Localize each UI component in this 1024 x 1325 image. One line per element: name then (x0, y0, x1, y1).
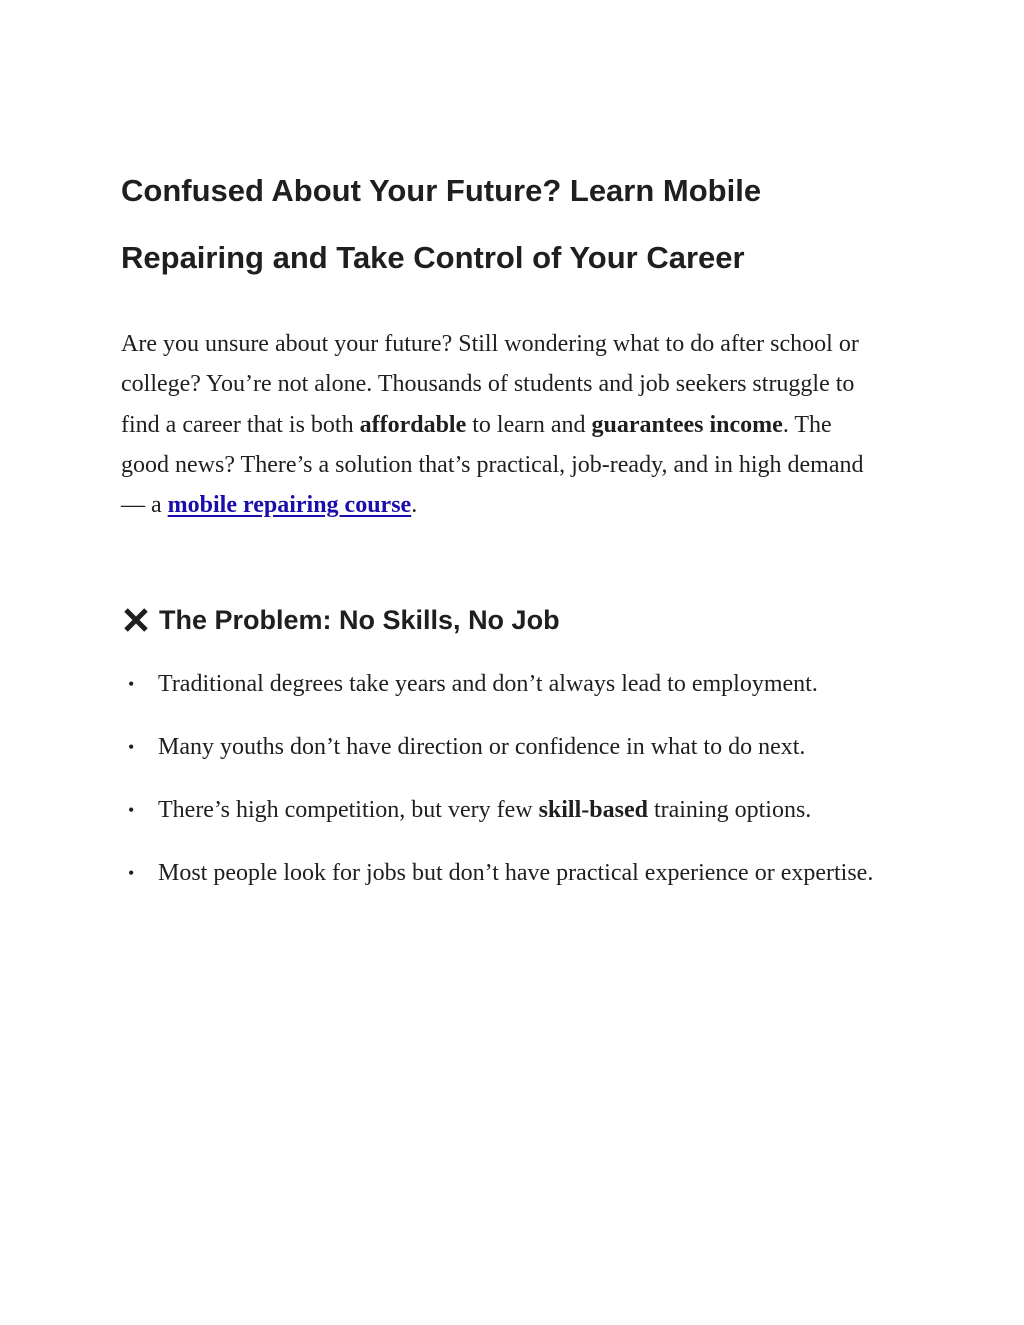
list-item-text-pre: There’s high competition, but very few (158, 796, 539, 823)
list-item-text: Many youths don’t have direction or confidence in what to do next. (158, 733, 806, 760)
list-item-text-post: training options. (647, 796, 812, 823)
bullet: • (128, 736, 135, 757)
intro-text-4: . (411, 492, 418, 519)
section-heading-text: The Problem: No Skills, No Job (159, 605, 560, 635)
list-item-bold-skill-based: skill-based (538, 796, 648, 823)
list-item-text: Traditional degrees take years and don’t always lead to employment. (158, 671, 818, 697)
bullet: • (128, 799, 135, 820)
intro-text-1: Are you unsure about your future? Still wondering what to do after school or college? You’re not alone. Thousands of students and job seekers struggle to find a career that is both (121, 331, 859, 438)
mobile-repairing-course-link[interactable]: mobile repairing course (167, 492, 412, 519)
problem-list (121, 664, 911, 916)
bullet: • (128, 674, 135, 694)
list-item (121, 664, 911, 704)
intro-text-3: . The good news? There’s a solution that’s practical, job-ready, and in high demand — a (121, 411, 864, 519)
article-title: Confused About Your Future? Learn Mobile Repairing and Take Control of Your Career (121, 173, 762, 275)
bullet: • (128, 862, 135, 883)
list-item (121, 853, 911, 893)
intro-bold-guarantees-income: guarantees income (591, 411, 783, 438)
list-item (121, 790, 911, 830)
intro-bold-affordable: affordable (359, 411, 467, 438)
section-heading (121, 600, 881, 640)
list-item-text (158, 797, 811, 823)
intro-paragraph (121, 324, 866, 525)
cross-mark-icon (121, 605, 151, 635)
intro-text-2: to learn and (466, 411, 592, 438)
list-item-text: Most people look for jobs but don’t have practical experience or expertise. (158, 859, 874, 886)
list-item (121, 727, 911, 767)
